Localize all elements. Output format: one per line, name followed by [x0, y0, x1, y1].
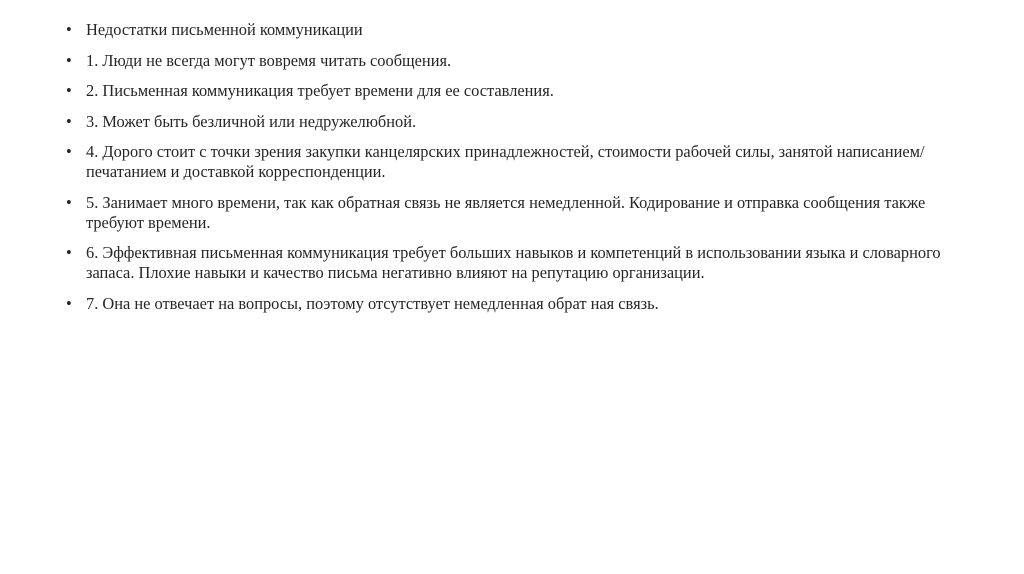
list-item-text: 7. Она не отвечает на вопросы, поэтому отсутствует немедленная обрат ная связь. [86, 293, 659, 313]
list-item-text: 5. Занимает много времени, так как обратная связь не является немедленной. Кодирование и отправка сообщения также требуют времени. [86, 192, 926, 232]
bullet-icon: • [66, 192, 72, 212]
bullet-icon: • [66, 50, 72, 70]
bullet-icon: • [66, 243, 72, 262]
list-item [66, 20, 986, 40]
list-item [66, 81, 986, 101]
list-item [66, 193, 986, 233]
list-item-text: 3. Может быть безличной или недружелюбной. [86, 111, 417, 131]
list-item-text: 6. Эффективная письменная коммуникация требует больших навыков и компетенций в использовании языка и словарного запаса. Плохие навыки и качество письма негативно влияют на репутацию организации. [86, 243, 941, 282]
bullet-icon: • [66, 81, 72, 100]
bullet-list [66, 20, 986, 324]
list-item [66, 51, 986, 71]
list-item [66, 112, 986, 132]
list-item [66, 142, 986, 182]
bullet-icon: • [66, 142, 72, 161]
list-item-text: 1. Люди не всегда могут вовремя читать сообщения. [86, 50, 452, 70]
list-item [66, 243, 986, 283]
list-item-text: 2. Письменная коммуникация требует времени для ее составления. [86, 81, 554, 100]
list-item-text: 4. Дорого стоит с точки зрения закупки канцелярских принадлежностей, стоимости рабочей силы, занятой написанием/печатанием и доставкой корреспонденции. [86, 142, 925, 181]
list-item [66, 294, 986, 314]
bullet-icon: • [66, 20, 72, 39]
list-item-text: Недостатки письменной коммуникации [86, 20, 363, 39]
bullet-icon: • [66, 293, 72, 313]
bullet-icon: • [66, 111, 72, 131]
